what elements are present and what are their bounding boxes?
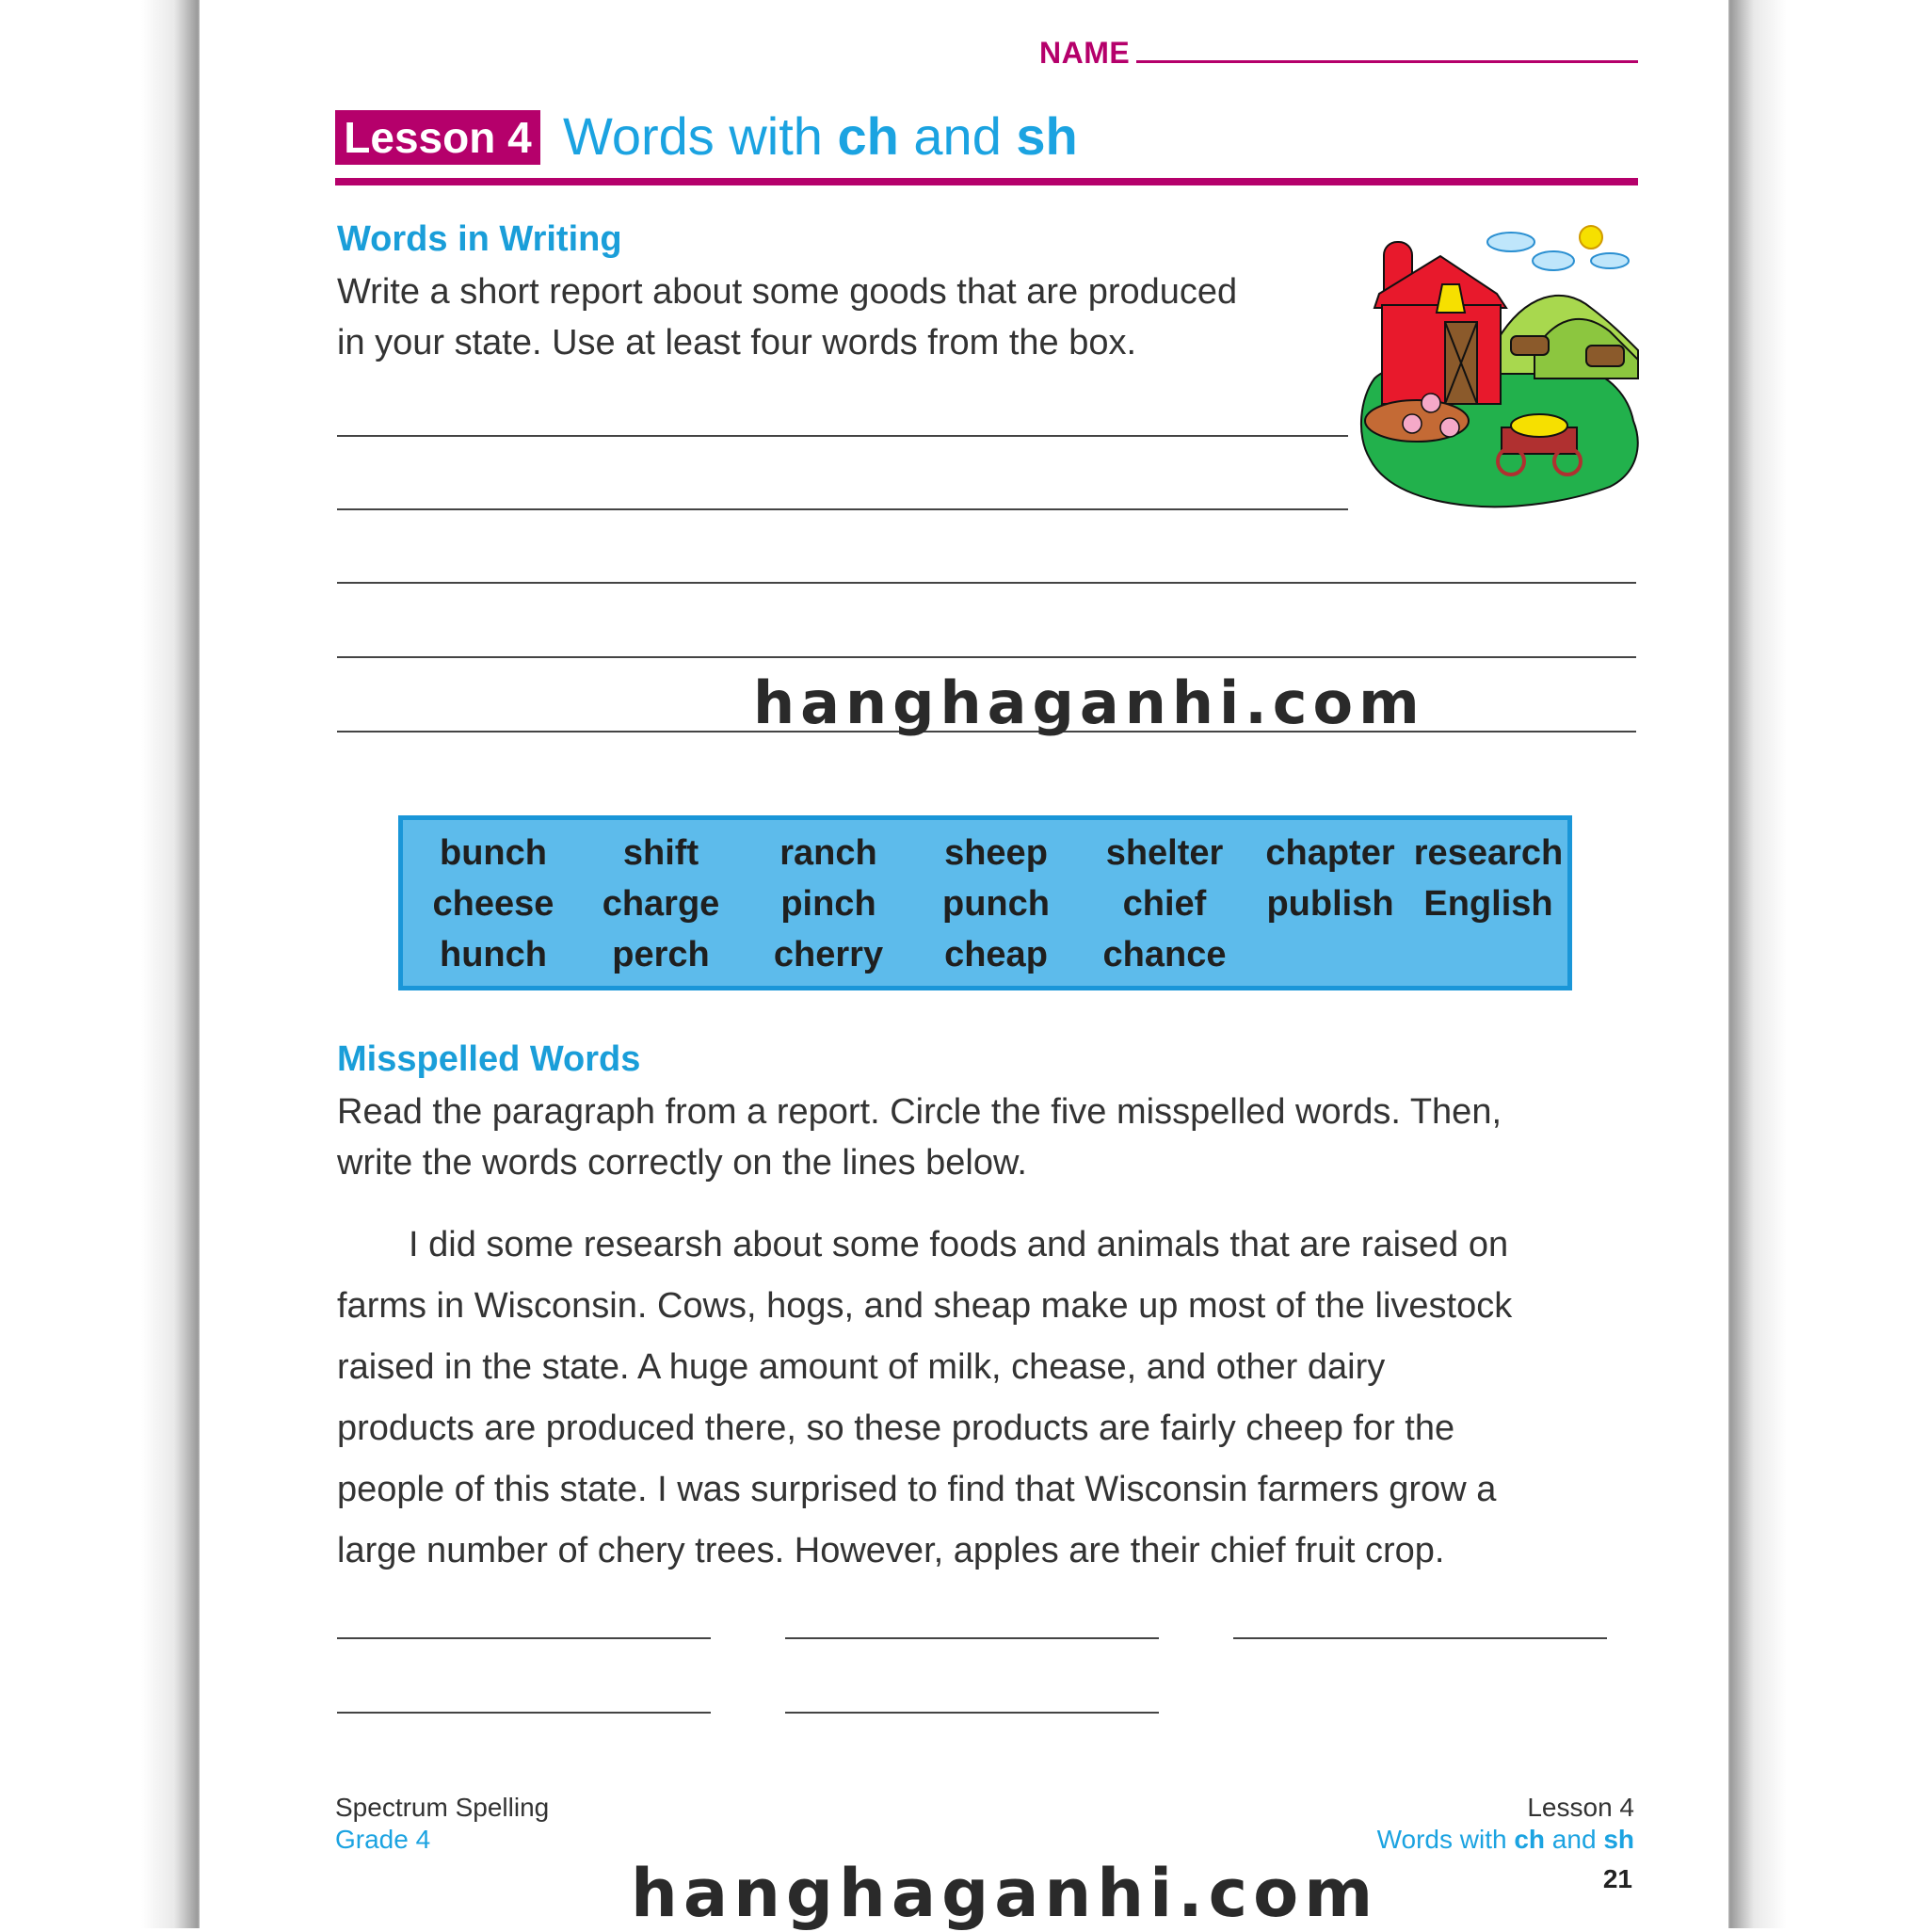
word-box-word: chapter <box>1265 833 1395 873</box>
paragraph-line: large number of chery trees. However, apples are their chief fruit crop. <box>337 1531 1445 1570</box>
footer-book-title: Spectrum Spelling <box>335 1793 550 1822</box>
writing-line-1[interactable] <box>337 435 1348 437</box>
word-box-word: pinch <box>780 884 876 924</box>
footer-title-pre: Words with <box>1376 1825 1515 1854</box>
misspelled-instructions-line1: Read the paragraph from a report. Circle the five misspelled words. Then, <box>337 1092 1502 1132</box>
writing-heading: Words in Writing <box>337 219 622 259</box>
answer-line-1[interactable] <box>337 1637 711 1639</box>
writing-line-2[interactable] <box>337 508 1348 510</box>
paragraph-line: farms in Wisconsin. Cows, hogs, and sheap make up most of the livestock <box>337 1286 1513 1326</box>
watermark-top: hanghaganhi.com <box>753 668 1425 737</box>
answer-line-5[interactable] <box>785 1712 1159 1714</box>
page-shadow-left <box>0 0 200 1928</box>
watermark-bottom: hanghaganhi.com <box>631 1855 1379 1932</box>
answer-line-2[interactable] <box>785 1637 1159 1639</box>
report-paragraph <box>337 1215 1636 1582</box>
paragraph-line: raised in the state. A huge amount of milk, chease, and other dairy <box>337 1347 1386 1387</box>
title-mid: and <box>898 106 1017 166</box>
footer-lesson: Lesson 4 <box>1527 1793 1634 1822</box>
word-box-word: chance <box>1102 935 1227 974</box>
word-box-word: cheese <box>432 884 554 924</box>
word-box-word: bunch <box>440 833 547 873</box>
writing-instructions <box>337 266 1237 368</box>
word-box-word: punch <box>942 884 1050 924</box>
footer-title-mid: and <box>1545 1825 1604 1854</box>
title-pre: Words with <box>563 106 838 166</box>
word-box-word: publish <box>1266 884 1394 924</box>
lesson-title <box>563 105 1078 168</box>
word-box-word: chief <box>1122 884 1207 924</box>
title-rule <box>335 178 1638 185</box>
title-ch: ch <box>837 106 899 166</box>
word-box-word: cherry <box>773 935 884 974</box>
page-shadow-right <box>1728 0 1928 1928</box>
writing-instructions-line2: in your state. Use at least four words from the box. <box>337 323 1137 362</box>
word-box-word: research <box>1413 833 1564 873</box>
paragraph-line: I did some researsh about some foods and animals that are raised on <box>409 1225 1509 1264</box>
writing-line-3[interactable] <box>337 582 1636 584</box>
answer-line-3[interactable] <box>1233 1637 1607 1639</box>
paragraph-line: people of this state. I was surprised to find that Wisconsin farmers grow a <box>337 1470 1497 1509</box>
farm-illustration <box>1356 218 1643 518</box>
writing-instructions-line1: Write a short report about some goods that are produced <box>337 272 1238 312</box>
lesson-badge: Lesson 4 <box>335 110 540 165</box>
misspelled-instructions-line2: write the words correctly on the lines below. <box>337 1143 1027 1183</box>
answer-line-4[interactable] <box>337 1712 711 1714</box>
word-box-word: charge <box>602 884 720 924</box>
footer-lesson-title <box>1377 1825 1634 1855</box>
word-box-word: shelter <box>1105 833 1224 873</box>
misspelled-instructions <box>337 1087 1502 1188</box>
title-sh: sh <box>1016 106 1078 166</box>
word-box <box>398 815 1572 990</box>
paragraph-line: products are produced there, so these products are fairly cheep for the <box>337 1409 1455 1448</box>
writing-line-4[interactable] <box>337 656 1636 658</box>
name-label: NAME <box>1039 36 1131 70</box>
word-box-word: English <box>1423 884 1553 924</box>
word-box-word: sheep <box>944 833 1048 873</box>
word-box-word: shift <box>622 833 699 873</box>
word-box-word: cheap <box>944 935 1048 974</box>
word-box-word: hunch <box>440 935 547 974</box>
footer-title-ch: ch <box>1514 1825 1546 1854</box>
footer-grade: Grade 4 <box>335 1825 431 1854</box>
misspelled-heading: Misspelled Words <box>337 1039 641 1079</box>
name-line <box>1136 60 1638 63</box>
page-number: 21 <box>1602 1864 1632 1893</box>
word-box-word: ranch <box>779 833 877 873</box>
word-box-word: perch <box>612 935 710 974</box>
footer-title-sh: sh <box>1603 1825 1634 1854</box>
